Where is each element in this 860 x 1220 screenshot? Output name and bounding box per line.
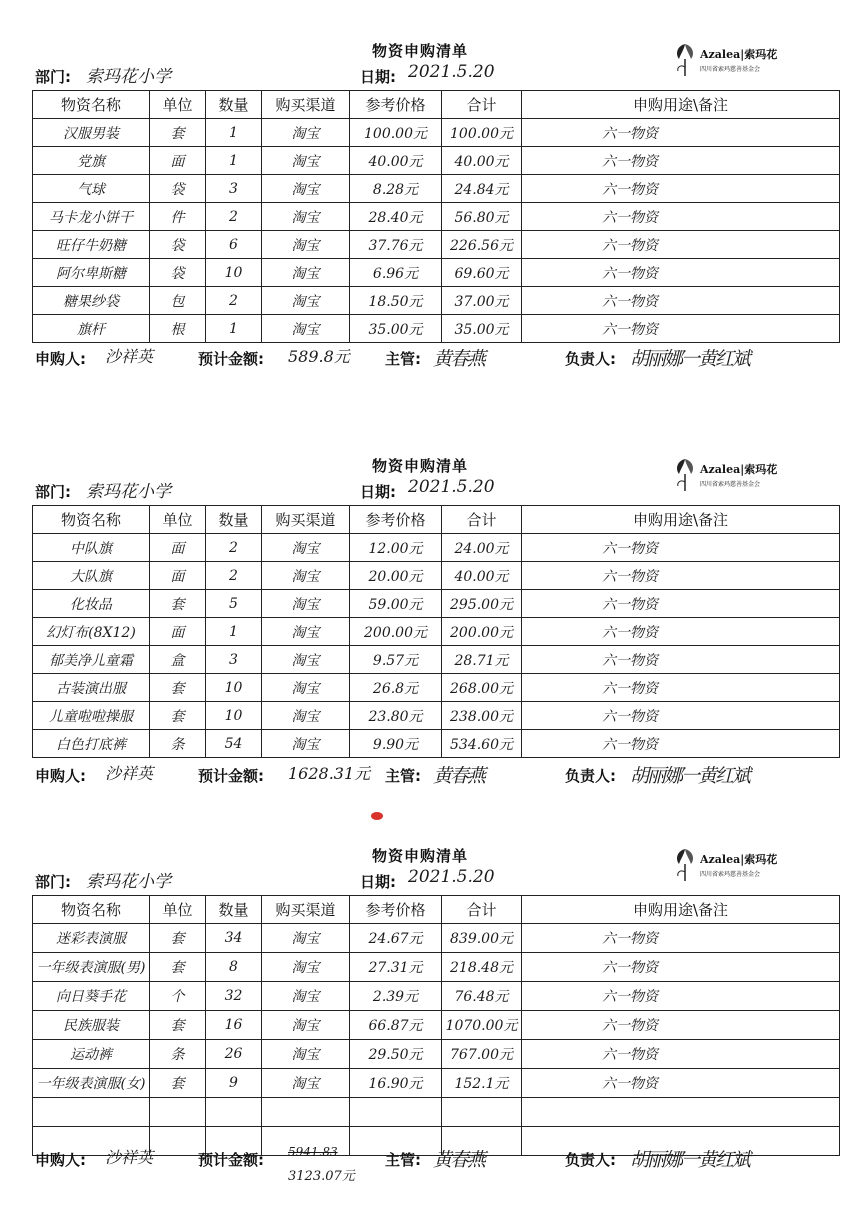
table-row (33, 203, 840, 231)
cell-quantity: 2 (206, 203, 262, 231)
cell-total: 1070.00元 (442, 1011, 522, 1040)
table-row (33, 175, 840, 203)
cell-purpose (522, 1098, 840, 1127)
cell-quantity: 2 (206, 534, 262, 562)
cell-quantity (206, 1098, 262, 1127)
table-row (33, 953, 840, 982)
cell-item-name: 运动裤 (33, 1040, 150, 1069)
azalea-logo (672, 845, 802, 887)
applicant-label: 申购人: (35, 1151, 86, 1169)
cell-ref-price: 35.00元 (350, 315, 442, 343)
cell-item-name: 幻灯布(8X12) (33, 618, 150, 646)
cell-purpose: 六一物资 (522, 315, 840, 343)
header-unit: 单位 (150, 506, 206, 534)
cell-unit: 条 (150, 730, 206, 758)
header-quantity: 数量 (206, 896, 262, 924)
cell-unit: 面 (150, 562, 206, 590)
cell-purpose: 六一物资 (522, 953, 840, 982)
cell-total: 534.60元 (442, 730, 522, 758)
cell-item-name: 民族服装 (33, 1011, 150, 1040)
cell-channel: 淘宝 (262, 259, 350, 287)
cell-item-name: 马卡龙小饼干 (33, 203, 150, 231)
cell-total: 69.60元 (442, 259, 522, 287)
cell-unit: 面 (150, 534, 206, 562)
cell-channel: 淘宝 (262, 231, 350, 259)
cell-quantity: 8 (206, 953, 262, 982)
table-row (33, 259, 840, 287)
cell-channel: 淘宝 (262, 175, 350, 203)
table-row (33, 1069, 840, 1098)
table-row (33, 702, 840, 730)
amount-label: 预计金额: (198, 1151, 264, 1169)
cell-quantity: 1 (206, 315, 262, 343)
cell-channel: 淘宝 (262, 315, 350, 343)
cell-item-name: 一年级表演服(男) (33, 953, 150, 982)
cell-channel: 淘宝 (262, 618, 350, 646)
cell-total: 295.00元 (442, 590, 522, 618)
cell-quantity: 1 (206, 618, 262, 646)
header-ref-price: 参考价格 (350, 896, 442, 924)
logo-brand-text: Azalea|索玛花 (700, 463, 778, 476)
cell-unit: 套 (150, 1069, 206, 1098)
department-label: 部门: (35, 483, 71, 501)
cell-total: 76.48元 (442, 982, 522, 1011)
cell-unit: 套 (150, 674, 206, 702)
flower-logo-icon (672, 40, 698, 78)
table-header-row (33, 506, 840, 534)
supervisor-label: 主管: (385, 350, 421, 368)
department-value: 索玛花小学 (86, 482, 171, 502)
cell-item-name: 旺仔牛奶糖 (33, 231, 150, 259)
department-label: 部门: (35, 68, 71, 86)
header-ref-price: 参考价格 (350, 91, 442, 119)
cell-purpose: 六一物资 (522, 562, 840, 590)
header-quantity: 数量 (206, 91, 262, 119)
cell-channel (262, 1098, 350, 1127)
logo-subtitle: 四川省索玛慈善基金会 (700, 481, 761, 488)
table-row (33, 231, 840, 259)
cell-unit: 面 (150, 147, 206, 175)
signature-footer (0, 761, 860, 791)
table-row (33, 618, 840, 646)
header-purpose: 申购用途\备注 (522, 896, 840, 924)
department-value: 索玛花小学 (86, 67, 171, 87)
flower-logo-icon (672, 845, 698, 883)
header-item-name: 物资名称 (33, 896, 150, 924)
items-table (32, 90, 840, 343)
cell-quantity: 1 (206, 147, 262, 175)
cell-unit (150, 1098, 206, 1127)
cell-item-name: 一年级表演服(女) (33, 1069, 150, 1098)
header-channel: 购买渠道 (262, 91, 350, 119)
cell-unit: 套 (150, 702, 206, 730)
cell-item-name: 古装演出服 (33, 674, 150, 702)
red-ink-dot (371, 812, 383, 820)
cell-quantity: 16 (206, 1011, 262, 1040)
cell-ref-price: 9.90元 (350, 730, 442, 758)
applicant-value: 沙祥英 (105, 764, 154, 783)
cell-channel: 淘宝 (262, 562, 350, 590)
header-item-name: 物资名称 (33, 91, 150, 119)
table-row (33, 1011, 840, 1040)
cell-unit: 套 (150, 924, 206, 953)
cell-ref-price: 6.96元 (350, 259, 442, 287)
cell-unit: 面 (150, 618, 206, 646)
cell-purpose: 六一物资 (522, 730, 840, 758)
cell-total: 268.00元 (442, 674, 522, 702)
amount-value: 1628.31元 (288, 764, 371, 783)
cell-purpose: 六一物资 (522, 259, 840, 287)
cell-total: 35.00元 (442, 315, 522, 343)
cell-quantity: 9 (206, 1069, 262, 1098)
cell-purpose: 六一物资 (522, 119, 840, 147)
header-unit: 单位 (150, 896, 206, 924)
cell-channel: 淘宝 (262, 646, 350, 674)
header-purpose: 申购用途\备注 (522, 91, 840, 119)
cell-purpose: 六一物资 (522, 1040, 840, 1069)
applicant-label: 申购人: (35, 350, 86, 368)
cell-item-name: 汉服男装 (33, 119, 150, 147)
cell-channel: 淘宝 (262, 674, 350, 702)
cell-unit: 袋 (150, 231, 206, 259)
cell-purpose: 六一物资 (522, 1069, 840, 1098)
table-row (33, 590, 840, 618)
date-label: 日期: (360, 68, 396, 86)
header-total: 合计 (442, 91, 522, 119)
header-channel: 购买渠道 (262, 896, 350, 924)
owner-label: 负责人: (565, 767, 616, 785)
cell-ref-price: 8.28元 (350, 175, 442, 203)
azalea-logo (672, 40, 802, 82)
azalea-logo (672, 455, 802, 497)
date-value: 2021.5.20 (408, 477, 495, 497)
cell-ref-price: 26.8元 (350, 674, 442, 702)
cell-channel: 淘宝 (262, 147, 350, 175)
cell-purpose: 六一物资 (522, 702, 840, 730)
table-row (33, 562, 840, 590)
cell-ref-price: 23.80元 (350, 702, 442, 730)
table-row (33, 287, 840, 315)
cell-quantity: 26 (206, 1040, 262, 1069)
cell-ref-price: 29.50元 (350, 1040, 442, 1069)
cell-ref-price: 24.67元 (350, 924, 442, 953)
cell-total: 218.48元 (442, 953, 522, 982)
cell-item-name: 郁美净儿童霜 (33, 646, 150, 674)
table-row (33, 982, 840, 1011)
cell-purpose: 六一物资 (522, 646, 840, 674)
cell-total: 226.56元 (442, 231, 522, 259)
applicant-value: 沙祥英 (105, 1148, 154, 1167)
cell-ref-price: 100.00元 (350, 119, 442, 147)
owner-label: 负责人: (565, 1151, 616, 1169)
cell-item-name: 化妆品 (33, 590, 150, 618)
amount-struck-value: 5941.83 (288, 1145, 338, 1159)
cell-purpose: 六一物资 (522, 287, 840, 315)
header-total: 合计 (442, 896, 522, 924)
cell-quantity: 2 (206, 287, 262, 315)
department-value: 索玛花小学 (86, 872, 171, 892)
cell-purpose: 六一物资 (522, 1011, 840, 1040)
cell-channel: 淘宝 (262, 1040, 350, 1069)
items-table (32, 895, 840, 1156)
cell-channel: 淘宝 (262, 287, 350, 315)
cell-purpose: 六一物资 (522, 590, 840, 618)
applicant-value: 沙祥英 (105, 347, 154, 366)
cell-unit: 根 (150, 315, 206, 343)
cell-purpose: 六一物资 (522, 674, 840, 702)
cell-unit: 个 (150, 982, 206, 1011)
table-row (33, 924, 840, 953)
signature-footer (0, 1145, 860, 1184)
cell-total: 238.00元 (442, 702, 522, 730)
supervisor-label: 主管: (385, 767, 421, 785)
cell-item-name: 儿童啦啦操服 (33, 702, 150, 730)
cell-quantity: 5 (206, 590, 262, 618)
cell-item-name: 旗杆 (33, 315, 150, 343)
cell-quantity: 2 (206, 562, 262, 590)
cell-unit: 套 (150, 953, 206, 982)
cell-total: 28.71元 (442, 646, 522, 674)
cell-channel: 淘宝 (262, 1011, 350, 1040)
cell-item-name: 中队旗 (33, 534, 150, 562)
supervisor-label: 主管: (385, 1151, 421, 1169)
cell-quantity: 1 (206, 119, 262, 147)
header-item-name: 物资名称 (33, 506, 150, 534)
owner-label: 负责人: (565, 350, 616, 368)
cell-ref-price: 28.40元 (350, 203, 442, 231)
date-label: 日期: (360, 483, 396, 501)
owner-signature: 胡丽娜一黄红斌 (630, 1149, 750, 1171)
logo-subtitle: 四川省索玛慈善基金会 (700, 66, 761, 73)
cell-ref-price: 16.90元 (350, 1069, 442, 1098)
logo-brand-text: Azalea|索玛花 (700, 48, 778, 61)
date-value: 2021.5.20 (408, 867, 495, 887)
cell-channel: 淘宝 (262, 702, 350, 730)
header-total: 合计 (442, 506, 522, 534)
cell-ref-price: 37.76元 (350, 231, 442, 259)
cell-item-name: 大队旗 (33, 562, 150, 590)
cell-unit: 袋 (150, 175, 206, 203)
department-label: 部门: (35, 873, 71, 891)
cell-channel: 淘宝 (262, 534, 350, 562)
cell-ref-price: 2.39元 (350, 982, 442, 1011)
cell-unit: 套 (150, 590, 206, 618)
cell-unit: 包 (150, 287, 206, 315)
cell-quantity: 10 (206, 702, 262, 730)
cell-total: 40.00元 (442, 562, 522, 590)
cell-item-name: 气球 (33, 175, 150, 203)
amount-value: 589.8元 (288, 347, 350, 366)
header-ref-price: 参考价格 (350, 506, 442, 534)
cell-quantity: 10 (206, 674, 262, 702)
table-header-row (33, 91, 840, 119)
amount-label: 预计金额: (198, 767, 264, 785)
header-quantity: 数量 (206, 506, 262, 534)
cell-unit: 套 (150, 119, 206, 147)
signature-footer (0, 344, 860, 374)
supervisor-signature: 黄春燕 (433, 348, 485, 370)
owner-signature: 胡丽娜一黄红斌 (630, 765, 750, 787)
date-value: 2021.5.20 (408, 62, 495, 82)
cell-channel: 淘宝 (262, 1069, 350, 1098)
owner-signature: 胡丽娜一黄红斌 (630, 348, 750, 370)
cell-ref-price: 59.00元 (350, 590, 442, 618)
cell-quantity: 6 (206, 231, 262, 259)
cell-item-name: 白色打底裤 (33, 730, 150, 758)
cell-purpose: 六一物资 (522, 231, 840, 259)
cell-ref-price: 12.00元 (350, 534, 442, 562)
cell-channel: 淘宝 (262, 982, 350, 1011)
cell-total: 767.00元 (442, 1040, 522, 1069)
cell-channel: 淘宝 (262, 119, 350, 147)
cell-quantity: 54 (206, 730, 262, 758)
amount-label: 预计金额: (198, 350, 264, 368)
amount-value: 3123.07元 (288, 1169, 355, 1184)
logo-brand-text: Azalea|索玛花 (700, 853, 778, 866)
cell-total: 24.84元 (442, 175, 522, 203)
cell-item-name: 迷彩表演服 (33, 924, 150, 953)
cell-unit: 件 (150, 203, 206, 231)
form-title: 物资申购清单 (372, 42, 469, 60)
cell-ref-price: 200.00元 (350, 618, 442, 646)
table-row (33, 730, 840, 758)
cell-ref-price: 9.57元 (350, 646, 442, 674)
cell-ref-price: 20.00元 (350, 562, 442, 590)
cell-unit: 套 (150, 1011, 206, 1040)
table-row (33, 534, 840, 562)
cell-item-name (33, 1098, 150, 1127)
form-title: 物资申购清单 (372, 457, 469, 475)
cell-total (442, 1098, 522, 1127)
flower-logo-icon (672, 455, 698, 493)
header-unit: 单位 (150, 91, 206, 119)
cell-quantity: 10 (206, 259, 262, 287)
cell-ref-price: 40.00元 (350, 147, 442, 175)
table-row (33, 1098, 840, 1127)
table-row (33, 1040, 840, 1069)
cell-total: 24.00元 (442, 534, 522, 562)
cell-quantity: 34 (206, 924, 262, 953)
cell-ref-price: 27.31元 (350, 953, 442, 982)
cell-item-name: 党旗 (33, 147, 150, 175)
logo-subtitle: 四川省索玛慈善基金会 (700, 871, 761, 878)
cell-quantity: 3 (206, 646, 262, 674)
cell-item-name: 向日葵手花 (33, 982, 150, 1011)
form-title: 物资申购清单 (372, 847, 469, 865)
cell-ref-price (350, 1098, 442, 1127)
cell-channel: 淘宝 (262, 203, 350, 231)
cell-channel: 淘宝 (262, 924, 350, 953)
cell-unit: 袋 (150, 259, 206, 287)
cell-total: 37.00元 (442, 287, 522, 315)
cell-purpose: 六一物资 (522, 203, 840, 231)
cell-quantity: 32 (206, 982, 262, 1011)
header-purpose: 申购用途\备注 (522, 506, 840, 534)
cell-channel: 淘宝 (262, 730, 350, 758)
table-row (33, 119, 840, 147)
cell-channel: 淘宝 (262, 953, 350, 982)
table-row (33, 315, 840, 343)
header-channel: 购买渠道 (262, 506, 350, 534)
items-table (32, 505, 840, 758)
table-row (33, 147, 840, 175)
cell-item-name: 糖果纱袋 (33, 287, 150, 315)
cell-unit: 盒 (150, 646, 206, 674)
cell-ref-price: 18.50元 (350, 287, 442, 315)
supervisor-signature: 黄春燕 (433, 1149, 485, 1171)
cell-purpose: 六一物资 (522, 982, 840, 1011)
cell-purpose: 六一物资 (522, 147, 840, 175)
cell-total: 100.00元 (442, 119, 522, 147)
cell-total: 152.1元 (442, 1069, 522, 1098)
cell-ref-price: 66.87元 (350, 1011, 442, 1040)
cell-total: 40.00元 (442, 147, 522, 175)
supervisor-signature: 黄春燕 (433, 765, 485, 787)
cell-purpose: 六一物资 (522, 618, 840, 646)
table-header-row (33, 896, 840, 924)
date-label: 日期: (360, 873, 396, 891)
table-row (33, 674, 840, 702)
cell-unit: 条 (150, 1040, 206, 1069)
cell-purpose: 六一物资 (522, 534, 840, 562)
cell-purpose: 六一物资 (522, 924, 840, 953)
table-row (33, 646, 840, 674)
cell-total: 56.80元 (442, 203, 522, 231)
cell-quantity: 3 (206, 175, 262, 203)
cell-purpose: 六一物资 (522, 175, 840, 203)
cell-channel: 淘宝 (262, 590, 350, 618)
cell-item-name: 阿尔卑斯糖 (33, 259, 150, 287)
cell-total: 200.00元 (442, 618, 522, 646)
cell-total: 839.00元 (442, 924, 522, 953)
applicant-label: 申购人: (35, 767, 86, 785)
